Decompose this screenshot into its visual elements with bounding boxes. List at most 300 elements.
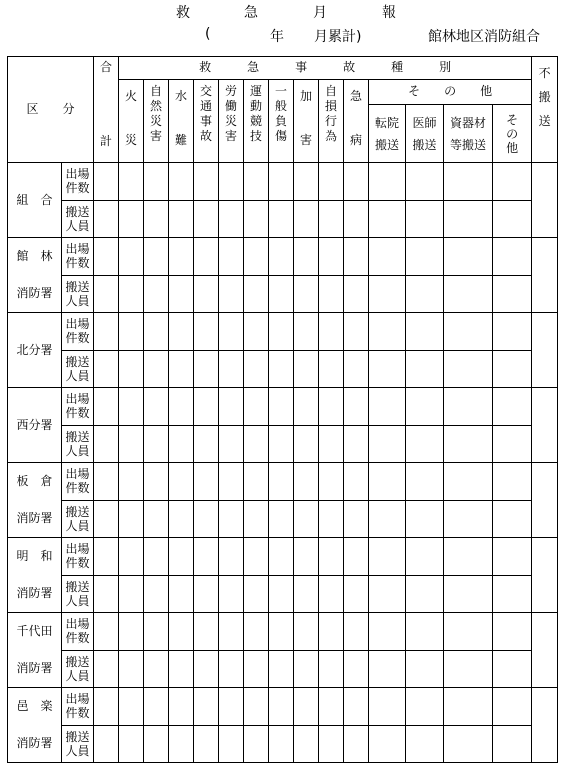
data-cell[interactable] bbox=[493, 350, 532, 388]
data-cell[interactable] bbox=[194, 200, 219, 238]
title-char-4: 報 bbox=[382, 5, 396, 21]
data-cell[interactable] bbox=[144, 388, 169, 426]
data-cell[interactable] bbox=[344, 200, 369, 238]
data-cell[interactable] bbox=[319, 463, 344, 501]
data-cell[interactable] bbox=[219, 275, 244, 313]
header-sonota: そ の 他 bbox=[369, 80, 532, 105]
header-not-transported: 不搬送 bbox=[532, 57, 558, 163]
data-cell[interactable] bbox=[244, 650, 269, 688]
data-cell[interactable] bbox=[344, 688, 369, 726]
data-cell[interactable] bbox=[269, 425, 294, 463]
data-cell[interactable] bbox=[119, 688, 144, 726]
data-cell[interactable] bbox=[194, 275, 219, 313]
data-cell[interactable] bbox=[294, 238, 319, 276]
data-cell[interactable] bbox=[269, 200, 294, 238]
data-cell[interactable] bbox=[194, 313, 219, 351]
data-cell[interactable] bbox=[369, 163, 406, 201]
data-cell[interactable] bbox=[194, 688, 219, 726]
data-cell[interactable] bbox=[194, 163, 219, 201]
data-cell[interactable] bbox=[406, 313, 444, 351]
data-cell[interactable] bbox=[244, 538, 269, 576]
data-cell[interactable] bbox=[119, 425, 144, 463]
data-cell[interactable] bbox=[94, 425, 119, 463]
header-col-3: 水難 bbox=[169, 80, 194, 163]
data-cell[interactable] bbox=[219, 313, 244, 351]
data-cell[interactable] bbox=[144, 275, 169, 313]
group-label: 西分署 bbox=[8, 388, 62, 463]
data-cell[interactable] bbox=[269, 350, 294, 388]
data-cell[interactable] bbox=[369, 688, 406, 726]
data-cell[interactable] bbox=[244, 200, 269, 238]
data-cell[interactable] bbox=[319, 238, 344, 276]
data-cell[interactable] bbox=[319, 500, 344, 538]
data-cell[interactable] bbox=[94, 500, 119, 538]
row-type-transport: 搬送人員 bbox=[62, 200, 94, 238]
data-cell[interactable] bbox=[244, 463, 269, 501]
data-cell[interactable] bbox=[169, 350, 194, 388]
data-cell[interactable] bbox=[119, 275, 144, 313]
data-cell[interactable] bbox=[169, 463, 194, 501]
data-cell[interactable] bbox=[294, 388, 319, 426]
row-type-transport: 搬送人員 bbox=[62, 575, 94, 613]
data-cell[interactable] bbox=[144, 163, 169, 201]
data-cell[interactable] bbox=[244, 725, 269, 763]
row-type-transport: 搬送人員 bbox=[62, 275, 94, 313]
data-cell[interactable] bbox=[194, 463, 219, 501]
data-cell[interactable] bbox=[319, 388, 344, 426]
data-cell[interactable] bbox=[493, 463, 532, 501]
data-cell[interactable] bbox=[493, 688, 532, 726]
subtitle-year: 年 bbox=[270, 29, 284, 45]
data-cell[interactable] bbox=[344, 425, 369, 463]
table-row bbox=[8, 425, 558, 463]
data-cell[interactable] bbox=[119, 613, 144, 651]
table-row bbox=[8, 388, 558, 426]
data-cell[interactable] bbox=[444, 200, 493, 238]
data-cell[interactable] bbox=[94, 163, 119, 201]
group-label: 組 合 bbox=[8, 163, 62, 238]
data-cell[interactable] bbox=[169, 275, 194, 313]
data-cell[interactable] bbox=[369, 200, 406, 238]
data-cell[interactable] bbox=[144, 500, 169, 538]
data-cell[interactable] bbox=[169, 575, 194, 613]
header-col-5: 労働災害 bbox=[219, 80, 244, 163]
data-cell[interactable] bbox=[406, 463, 444, 501]
data-cell[interactable] bbox=[94, 200, 119, 238]
data-cell[interactable] bbox=[269, 538, 294, 576]
title-char-1: 救 bbox=[176, 5, 190, 21]
table-row bbox=[8, 313, 558, 351]
data-cell[interactable] bbox=[344, 575, 369, 613]
data-cell[interactable] bbox=[144, 688, 169, 726]
group-label: 邑 楽 消防署 bbox=[8, 688, 62, 763]
data-cell[interactable] bbox=[194, 725, 219, 763]
data-cell[interactable] bbox=[244, 163, 269, 201]
data-cell[interactable] bbox=[269, 313, 294, 351]
data-cell[interactable] bbox=[169, 688, 194, 726]
data-cell[interactable] bbox=[493, 388, 532, 426]
data-cell[interactable] bbox=[94, 238, 119, 276]
data-cell[interactable] bbox=[294, 500, 319, 538]
data-cell[interactable] bbox=[493, 650, 532, 688]
data-cell[interactable] bbox=[369, 500, 406, 538]
data-cell[interactable] bbox=[119, 650, 144, 688]
data-cell[interactable] bbox=[444, 463, 493, 501]
table-row bbox=[8, 650, 558, 688]
data-cell[interactable] bbox=[244, 388, 269, 426]
data-cell[interactable] bbox=[344, 538, 369, 576]
header-sonota-col-1: 転院 搬送 bbox=[369, 105, 406, 163]
data-cell[interactable] bbox=[94, 388, 119, 426]
row-type-transport: 搬送人員 bbox=[62, 650, 94, 688]
data-cell[interactable] bbox=[344, 163, 369, 201]
data-cell[interactable] bbox=[344, 463, 369, 501]
data-cell[interactable] bbox=[444, 575, 493, 613]
data-cell[interactable] bbox=[144, 463, 169, 501]
data-cell[interactable] bbox=[144, 650, 169, 688]
data-cell[interactable] bbox=[144, 350, 169, 388]
data-cell[interactable] bbox=[244, 500, 269, 538]
data-cell[interactable] bbox=[319, 575, 344, 613]
data-cell[interactable] bbox=[219, 650, 244, 688]
data-cell[interactable] bbox=[144, 313, 169, 351]
data-cell[interactable] bbox=[406, 200, 444, 238]
header-col-8: 加害 bbox=[294, 80, 319, 163]
data-cell[interactable] bbox=[369, 538, 406, 576]
data-cell[interactable] bbox=[444, 500, 493, 538]
data-cell[interactable] bbox=[194, 238, 219, 276]
data-cell[interactable] bbox=[406, 500, 444, 538]
data-cell[interactable] bbox=[444, 313, 493, 351]
data-cell[interactable] bbox=[319, 688, 344, 726]
row-type-transport: 搬送人員 bbox=[62, 350, 94, 388]
header-col-1: 火災 bbox=[119, 80, 144, 163]
data-cell[interactable] bbox=[219, 200, 244, 238]
data-cell[interactable] bbox=[294, 350, 319, 388]
data-cell[interactable] bbox=[94, 725, 119, 763]
data-cell[interactable] bbox=[119, 350, 144, 388]
data-cell[interactable] bbox=[269, 238, 294, 276]
data-cell[interactable] bbox=[169, 313, 194, 351]
header-sonota-col-4: その他 bbox=[493, 105, 532, 163]
title-char-2: 急 bbox=[244, 5, 258, 21]
data-cell[interactable] bbox=[244, 613, 269, 651]
data-cell[interactable] bbox=[493, 313, 532, 351]
data-cell-not-transported[interactable] bbox=[532, 538, 558, 613]
header-sonota-col-3: 資器材 等搬送 bbox=[444, 105, 493, 163]
data-cell[interactable] bbox=[406, 425, 444, 463]
data-cell[interactable] bbox=[219, 538, 244, 576]
data-cell[interactable] bbox=[344, 725, 369, 763]
data-cell[interactable] bbox=[493, 200, 532, 238]
header-total: 合 計 bbox=[94, 57, 119, 163]
data-cell[interactable] bbox=[169, 200, 194, 238]
data-cell[interactable] bbox=[94, 313, 119, 351]
data-cell[interactable] bbox=[444, 688, 493, 726]
data-cell-not-transported[interactable] bbox=[532, 163, 558, 238]
table-row bbox=[8, 275, 558, 313]
row-type-dispatch: 出場件数 bbox=[62, 163, 94, 201]
header-col-6: 運動競技 bbox=[244, 80, 269, 163]
emergency-report-table bbox=[7, 56, 558, 763]
data-cell[interactable] bbox=[244, 313, 269, 351]
data-cell[interactable] bbox=[406, 650, 444, 688]
data-cell[interactable] bbox=[119, 725, 144, 763]
data-cell[interactable] bbox=[169, 500, 194, 538]
data-cell[interactable] bbox=[344, 650, 369, 688]
row-type-dispatch: 出場件数 bbox=[62, 463, 94, 501]
data-cell[interactable] bbox=[344, 613, 369, 651]
data-cell[interactable] bbox=[94, 613, 119, 651]
data-cell[interactable] bbox=[169, 725, 194, 763]
data-cell[interactable] bbox=[194, 538, 219, 576]
data-cell[interactable] bbox=[194, 500, 219, 538]
data-cell-not-transported[interactable] bbox=[532, 463, 558, 538]
data-cell[interactable] bbox=[444, 725, 493, 763]
data-cell[interactable] bbox=[269, 275, 294, 313]
data-cell[interactable] bbox=[219, 500, 244, 538]
table-row bbox=[8, 463, 558, 501]
data-cell[interactable] bbox=[119, 538, 144, 576]
data-cell[interactable] bbox=[369, 388, 406, 426]
data-cell[interactable] bbox=[294, 613, 319, 651]
data-cell[interactable] bbox=[344, 238, 369, 276]
data-cell[interactable] bbox=[119, 575, 144, 613]
data-cell[interactable] bbox=[269, 463, 294, 501]
data-cell[interactable] bbox=[444, 275, 493, 313]
data-cell[interactable] bbox=[344, 275, 369, 313]
data-cell[interactable] bbox=[169, 425, 194, 463]
data-cell[interactable] bbox=[169, 238, 194, 276]
data-cell[interactable] bbox=[344, 350, 369, 388]
data-cell[interactable] bbox=[319, 313, 344, 351]
data-cell[interactable] bbox=[144, 538, 169, 576]
data-cell[interactable] bbox=[406, 275, 444, 313]
data-cell[interactable] bbox=[219, 425, 244, 463]
data-cell[interactable] bbox=[94, 688, 119, 726]
data-cell[interactable] bbox=[194, 613, 219, 651]
data-cell[interactable] bbox=[169, 613, 194, 651]
header-sonota-col-2: 医師 搬送 bbox=[406, 105, 444, 163]
data-cell[interactable] bbox=[194, 650, 219, 688]
data-cell[interactable] bbox=[406, 613, 444, 651]
data-cell[interactable] bbox=[444, 425, 493, 463]
data-cell[interactable] bbox=[269, 500, 294, 538]
data-cell[interactable] bbox=[369, 425, 406, 463]
data-cell[interactable] bbox=[319, 275, 344, 313]
data-cell[interactable] bbox=[269, 613, 294, 651]
data-cell[interactable] bbox=[369, 613, 406, 651]
data-cell[interactable] bbox=[194, 388, 219, 426]
row-type-dispatch: 出場件数 bbox=[62, 313, 94, 351]
data-cell[interactable] bbox=[144, 613, 169, 651]
data-cell[interactable] bbox=[406, 725, 444, 763]
data-cell[interactable] bbox=[294, 425, 319, 463]
data-cell[interactable] bbox=[444, 163, 493, 201]
data-cell[interactable] bbox=[94, 650, 119, 688]
data-cell[interactable] bbox=[294, 688, 319, 726]
subtitle-open-paren: ( bbox=[205, 26, 211, 42]
header-col-9: 自損行為 bbox=[319, 80, 344, 163]
data-cell[interactable] bbox=[406, 163, 444, 201]
table-row bbox=[8, 238, 558, 276]
group-label: 板 倉 消防署 bbox=[8, 463, 62, 538]
data-cell[interactable] bbox=[119, 500, 144, 538]
data-cell[interactable] bbox=[194, 575, 219, 613]
group-label: 明 和 消防署 bbox=[8, 538, 62, 613]
data-cell[interactable] bbox=[319, 613, 344, 651]
data-cell[interactable] bbox=[369, 238, 406, 276]
data-cell[interactable] bbox=[294, 163, 319, 201]
data-cell[interactable] bbox=[219, 688, 244, 726]
data-cell[interactable] bbox=[269, 575, 294, 613]
data-cell[interactable] bbox=[369, 725, 406, 763]
data-cell[interactable] bbox=[319, 425, 344, 463]
data-cell[interactable] bbox=[94, 463, 119, 501]
data-cell[interactable] bbox=[369, 575, 406, 613]
data-cell[interactable] bbox=[319, 163, 344, 201]
data-cell[interactable] bbox=[244, 688, 269, 726]
data-cell[interactable] bbox=[294, 650, 319, 688]
data-cell[interactable] bbox=[119, 200, 144, 238]
data-cell-not-transported[interactable] bbox=[532, 238, 558, 313]
row-type-transport: 搬送人員 bbox=[62, 425, 94, 463]
data-cell[interactable] bbox=[144, 725, 169, 763]
data-cell[interactable] bbox=[406, 575, 444, 613]
data-cell[interactable] bbox=[493, 163, 532, 201]
data-cell[interactable] bbox=[219, 725, 244, 763]
data-cell[interactable] bbox=[194, 350, 219, 388]
data-cell[interactable] bbox=[244, 350, 269, 388]
header-col-7: 一般負傷 bbox=[269, 80, 294, 163]
group-label: 北分署 bbox=[8, 313, 62, 388]
data-cell[interactable] bbox=[219, 575, 244, 613]
data-cell[interactable] bbox=[294, 463, 319, 501]
data-cell[interactable] bbox=[119, 313, 144, 351]
header-col-10: 急病 bbox=[344, 80, 369, 163]
data-cell[interactable] bbox=[294, 575, 319, 613]
data-cell[interactable] bbox=[444, 350, 493, 388]
data-cell-not-transported[interactable] bbox=[532, 613, 558, 688]
data-cell[interactable] bbox=[119, 163, 144, 201]
data-cell[interactable] bbox=[319, 538, 344, 576]
data-cell[interactable] bbox=[493, 425, 532, 463]
data-cell[interactable] bbox=[119, 463, 144, 501]
row-type-dispatch: 出場件数 bbox=[62, 238, 94, 276]
data-cell[interactable] bbox=[369, 275, 406, 313]
data-cell[interactable] bbox=[94, 538, 119, 576]
data-cell[interactable] bbox=[219, 613, 244, 651]
data-cell[interactable] bbox=[144, 238, 169, 276]
data-cell[interactable] bbox=[406, 688, 444, 726]
data-cell[interactable] bbox=[444, 238, 493, 276]
header-col-4: 交通事故 bbox=[194, 80, 219, 163]
data-cell[interactable] bbox=[94, 575, 119, 613]
data-cell[interactable] bbox=[294, 313, 319, 351]
data-cell[interactable] bbox=[219, 463, 244, 501]
data-cell[interactable] bbox=[344, 388, 369, 426]
data-cell[interactable] bbox=[294, 200, 319, 238]
data-cell[interactable] bbox=[406, 538, 444, 576]
data-cell[interactable] bbox=[269, 688, 294, 726]
data-cell[interactable] bbox=[319, 350, 344, 388]
data-cell[interactable] bbox=[406, 350, 444, 388]
data-cell[interactable] bbox=[444, 613, 493, 651]
data-cell[interactable] bbox=[94, 275, 119, 313]
data-cell[interactable] bbox=[219, 238, 244, 276]
data-cell[interactable] bbox=[94, 350, 119, 388]
data-cell[interactable] bbox=[294, 725, 319, 763]
data-cell[interactable] bbox=[269, 650, 294, 688]
data-cell[interactable] bbox=[444, 650, 493, 688]
data-cell[interactable] bbox=[319, 200, 344, 238]
data-cell[interactable] bbox=[344, 313, 369, 351]
data-cell[interactable] bbox=[219, 350, 244, 388]
data-cell[interactable] bbox=[269, 725, 294, 763]
data-cell[interactable] bbox=[406, 238, 444, 276]
data-cell[interactable] bbox=[319, 650, 344, 688]
data-cell[interactable] bbox=[493, 275, 532, 313]
data-cell[interactable] bbox=[444, 388, 493, 426]
data-cell[interactable] bbox=[244, 575, 269, 613]
data-cell[interactable] bbox=[493, 538, 532, 576]
data-cell[interactable] bbox=[493, 238, 532, 276]
data-cell[interactable] bbox=[169, 538, 194, 576]
data-cell[interactable] bbox=[369, 463, 406, 501]
data-cell[interactable] bbox=[169, 388, 194, 426]
data-cell[interactable] bbox=[294, 275, 319, 313]
data-cell[interactable] bbox=[444, 538, 493, 576]
data-cell[interactable] bbox=[269, 163, 294, 201]
data-cell[interactable] bbox=[344, 500, 369, 538]
data-cell[interactable] bbox=[493, 725, 532, 763]
group-label: 館 林 消防署 bbox=[8, 238, 62, 313]
data-cell[interactable] bbox=[319, 725, 344, 763]
group-label: 千代田 消防署 bbox=[8, 613, 62, 688]
row-type-transport: 搬送人員 bbox=[62, 725, 94, 763]
data-cell[interactable] bbox=[144, 575, 169, 613]
data-cell[interactable] bbox=[119, 388, 144, 426]
data-cell[interactable] bbox=[493, 613, 532, 651]
data-cell[interactable] bbox=[244, 275, 269, 313]
data-cell[interactable] bbox=[119, 238, 144, 276]
data-cell[interactable] bbox=[406, 388, 444, 426]
data-cell[interactable] bbox=[493, 575, 532, 613]
data-cell-not-transported[interactable] bbox=[532, 313, 558, 388]
data-cell[interactable] bbox=[369, 350, 406, 388]
data-cell[interactable] bbox=[269, 388, 294, 426]
data-cell[interactable] bbox=[294, 538, 319, 576]
data-cell[interactable] bbox=[493, 500, 532, 538]
data-cell[interactable] bbox=[194, 425, 219, 463]
data-cell[interactable] bbox=[169, 163, 194, 201]
data-cell-not-transported[interactable] bbox=[532, 688, 558, 763]
data-cell[interactable] bbox=[219, 163, 244, 201]
data-cell[interactable] bbox=[369, 313, 406, 351]
data-cell[interactable] bbox=[219, 388, 244, 426]
data-cell[interactable] bbox=[144, 425, 169, 463]
data-cell[interactable] bbox=[144, 200, 169, 238]
report-subtitle bbox=[0, 26, 565, 46]
data-cell[interactable] bbox=[369, 650, 406, 688]
data-cell[interactable] bbox=[244, 238, 269, 276]
data-cell[interactable] bbox=[244, 425, 269, 463]
row-type-dispatch: 出場件数 bbox=[62, 613, 94, 651]
table-row bbox=[8, 538, 558, 576]
data-cell-not-transported[interactable] bbox=[532, 388, 558, 463]
data-cell[interactable] bbox=[169, 650, 194, 688]
subtitle-month-total: 月累計) bbox=[314, 29, 362, 45]
